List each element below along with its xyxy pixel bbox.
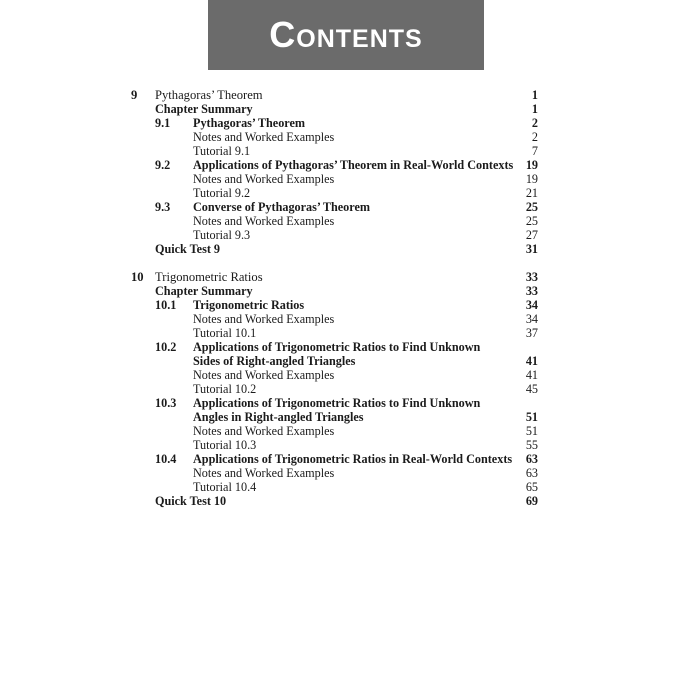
- chapter-summary-entry[interactable]: [0, 102, 700, 116]
- section-title-line2: Angles in Right-angled Triangles: [193, 410, 364, 424]
- section-entry[interactable]: [0, 340, 700, 354]
- section-entry[interactable]: [0, 452, 700, 466]
- page-number: 51: [525, 410, 538, 424]
- notes-label: Notes and Worked Examples: [193, 424, 335, 438]
- notes-label: Notes and Worked Examples: [193, 214, 335, 228]
- page-number: 34: [525, 298, 538, 312]
- section-number: 10.3: [155, 396, 177, 410]
- subsection-entry[interactable]: [0, 172, 700, 186]
- subsection-entry[interactable]: [0, 144, 700, 158]
- notes-label: Notes and Worked Examples: [193, 466, 335, 480]
- section-number: 10.1: [155, 298, 177, 312]
- chapter-summary-label: Chapter Summary: [155, 102, 253, 116]
- chapter-entry[interactable]: [0, 270, 700, 284]
- page-number: 1: [531, 102, 538, 116]
- quick-test-label: Quick Test 10: [155, 494, 227, 508]
- page-number: 69: [525, 494, 538, 508]
- tutorial-label: Tutorial 10.1: [193, 326, 257, 340]
- section-entry[interactable]: [0, 298, 700, 312]
- page-number: 19: [525, 172, 538, 186]
- page-number: 19: [525, 158, 538, 172]
- tutorial-label: Tutorial 9.2: [193, 186, 251, 200]
- page-number: 33: [525, 284, 538, 298]
- page-number: 21: [525, 186, 538, 200]
- section-number: 9.2: [155, 158, 171, 172]
- subsection-entry[interactable]: [0, 130, 700, 144]
- quick-test-entry[interactable]: [0, 494, 700, 508]
- chapter-summary-entry[interactable]: [0, 284, 700, 298]
- subsection-entry[interactable]: [0, 480, 700, 494]
- quick-test-label: Quick Test 9: [155, 242, 221, 256]
- page-number: 37: [525, 326, 538, 340]
- page-number: 7: [531, 144, 538, 158]
- subsection-entry[interactable]: [0, 438, 700, 452]
- section-title-line2: Sides of Right-angled Triangles: [193, 354, 356, 368]
- section-entry[interactable]: [0, 116, 700, 130]
- section-title: Applications of Trigonometric Ratios in Real-World Contexts: [193, 452, 513, 466]
- section-title: Pythagoras’ Theorem: [193, 116, 306, 130]
- section-entry[interactable]: [0, 396, 700, 410]
- notes-label: Notes and Worked Examples: [193, 172, 335, 186]
- tutorial-label: Tutorial 9.1: [193, 144, 251, 158]
- section-number: 9.3: [155, 200, 171, 214]
- page-number: 45: [525, 382, 538, 396]
- subsection-entry[interactable]: [0, 214, 700, 228]
- page-number: 51: [525, 424, 538, 438]
- page-title: Contents: [269, 14, 423, 55]
- section-number: 9.1: [155, 116, 171, 130]
- chapter-number: 9: [131, 88, 138, 102]
- tutorial-label: Tutorial 10.4: [193, 480, 257, 494]
- subsection-entry[interactable]: [0, 228, 700, 242]
- page-number: 41: [525, 368, 538, 382]
- notes-label: Notes and Worked Examples: [193, 368, 335, 382]
- tutorial-label: Tutorial 10.2: [193, 382, 257, 396]
- section-entry[interactable]: [0, 158, 700, 172]
- notes-label: Notes and Worked Examples: [193, 130, 335, 144]
- chapter-title: Pythagoras’ Theorem: [155, 88, 263, 102]
- notes-label: Notes and Worked Examples: [193, 312, 335, 326]
- chapter-entry[interactable]: [0, 88, 700, 102]
- section-entry-continued[interactable]: [0, 410, 700, 424]
- subsection-entry[interactable]: [0, 186, 700, 200]
- section-number: 10.4: [155, 452, 177, 466]
- page-number: 41: [525, 354, 538, 368]
- chapter-summary-label: Chapter Summary: [155, 284, 253, 298]
- page-number: 2: [531, 130, 538, 144]
- tutorial-label: Tutorial 10.3: [193, 438, 257, 452]
- section-title: Applications of Pythagoras’ Theorem in Real-World Contexts: [193, 158, 514, 172]
- page-number: 55: [525, 438, 538, 452]
- subsection-entry[interactable]: [0, 368, 700, 382]
- section-title: Applications of Trigonometric Ratios to Find Unknown: [193, 340, 481, 354]
- page-number: 65: [525, 480, 538, 494]
- subsection-entry[interactable]: [0, 382, 700, 396]
- subsection-entry[interactable]: [0, 466, 700, 480]
- section-entry-continued[interactable]: [0, 354, 700, 368]
- page-number: 2: [531, 116, 538, 130]
- tutorial-label: Tutorial 9.3: [193, 228, 251, 242]
- page-number: 27: [525, 228, 538, 242]
- page-number: 25: [525, 214, 538, 228]
- page-number: 1: [531, 88, 538, 102]
- subsection-entry[interactable]: [0, 312, 700, 326]
- page-number: 25: [525, 200, 538, 214]
- chapter-number: 10: [131, 270, 144, 284]
- section-title: Applications of Trigonometric Ratios to Find Unknown: [193, 396, 481, 410]
- section-number: 10.2: [155, 340, 177, 354]
- page-number: 34: [525, 312, 538, 326]
- page-number: 63: [525, 466, 538, 480]
- section-entry[interactable]: [0, 200, 700, 214]
- page-number: 33: [525, 270, 538, 284]
- page-number: 63: [525, 452, 538, 466]
- section-title: Trigonometric Ratios: [193, 298, 305, 312]
- section-title: Converse of Pythagoras’ Theorem: [193, 200, 371, 214]
- quick-test-entry[interactable]: [0, 242, 700, 256]
- subsection-entry[interactable]: [0, 424, 700, 438]
- page-number: 31: [525, 242, 538, 256]
- subsection-entry[interactable]: [0, 326, 700, 340]
- chapter-title: Trigonometric Ratios: [155, 270, 263, 284]
